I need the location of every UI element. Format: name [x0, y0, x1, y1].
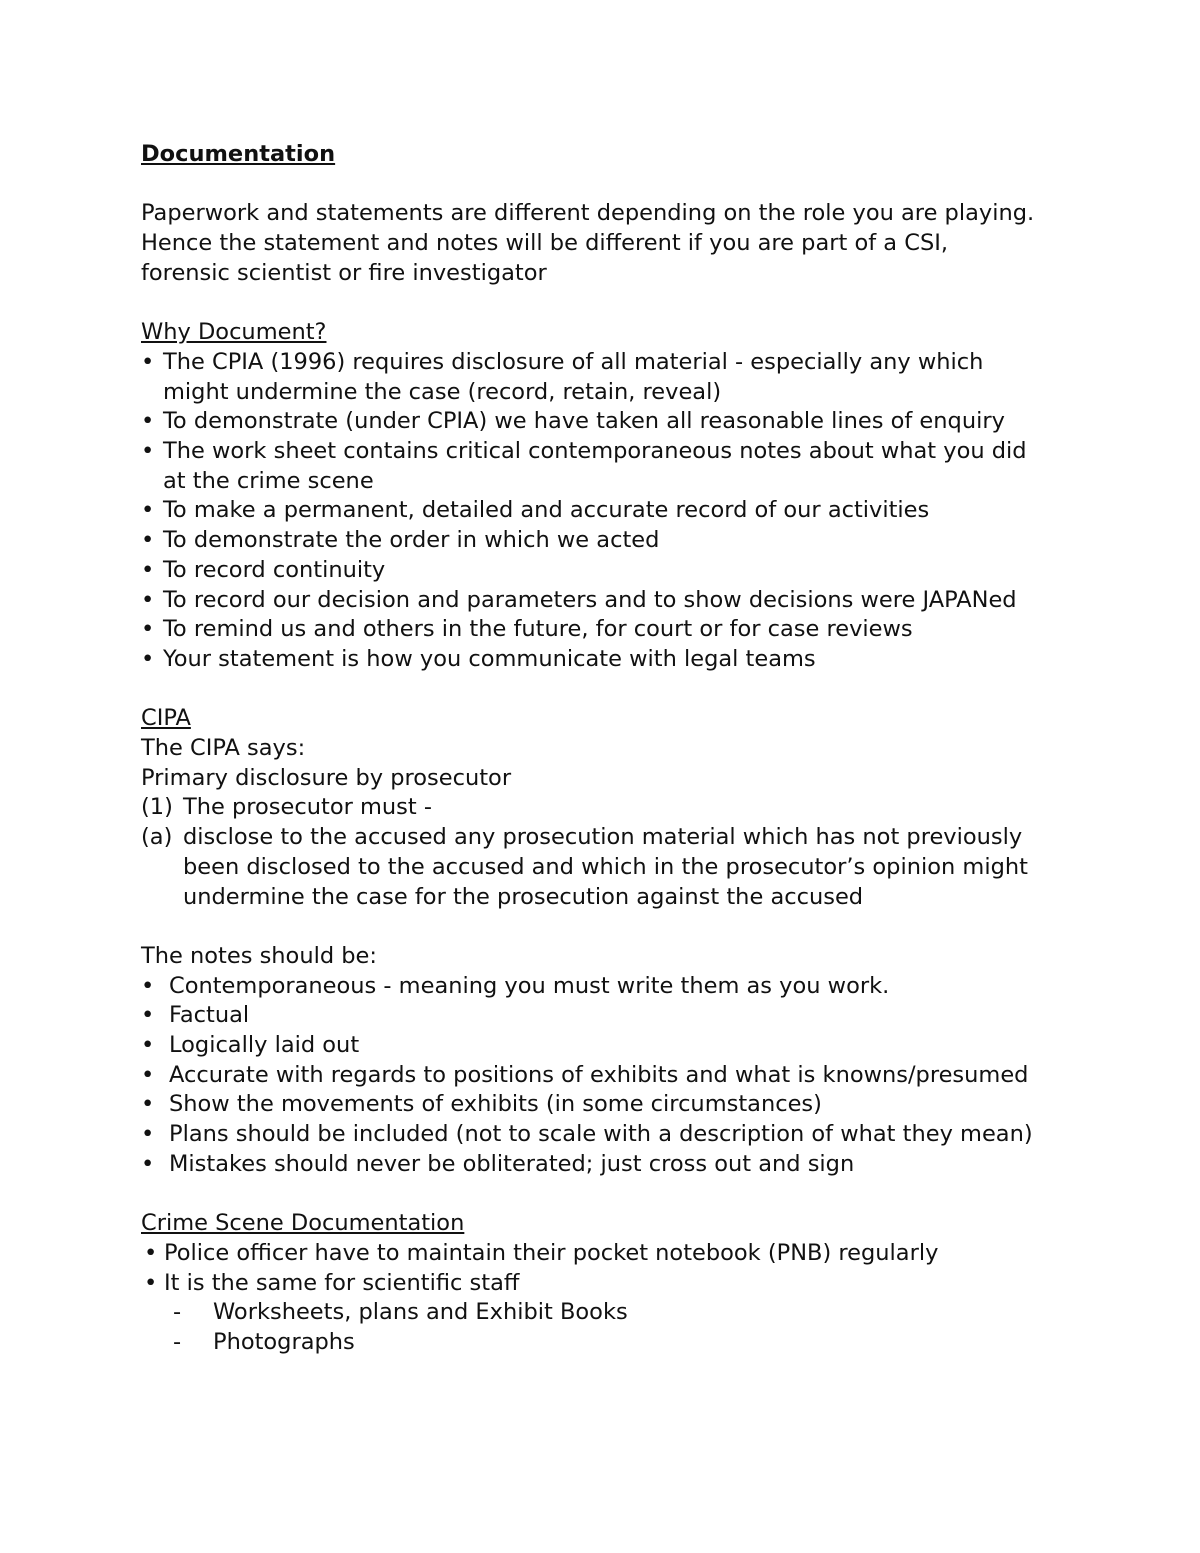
why-item-continuation: might undermine the case (record, retain, reveal) [163, 378, 722, 405]
notes-item-text: Show the movements of exhibits (in some circumstances) [169, 1091, 822, 1118]
bullet-icon: • [141, 616, 155, 643]
why-item [141, 615, 1101, 645]
crime-item [141, 1269, 1101, 1299]
cipa-item-a-continuation: undermine the case for the prosecution against the accused [183, 883, 864, 910]
document-title: Documentation [141, 141, 336, 167]
notes-item-text: Contemporaneous - meaning you must write them as you work. [169, 972, 890, 999]
why-item-text: To make a permanent, detailed and accurate record of our activities [163, 497, 930, 524]
notes-item [141, 1150, 1101, 1180]
why-item [141, 348, 1101, 378]
cipa-item-1 [141, 793, 1101, 823]
cipa-item-a [141, 823, 1101, 853]
why-item-text: To record our decision and parameters and to show decisions were JAPANed [163, 586, 1017, 613]
notes-item-text: Logically laid out [169, 1032, 360, 1059]
crime-heading: Crime Scene Documentation [141, 1210, 465, 1237]
cipa-item-a-continuation: been disclosed to the accused and which in the prosecutor’s opinion might [183, 853, 1028, 880]
bullet-icon: • [141, 1002, 155, 1029]
bullet-icon: • [141, 972, 155, 999]
notes-item-text: Plans should be included (not to scale with a description of what they mean) [169, 1121, 1033, 1148]
why-item-text: To demonstrate the order in which we acted [163, 527, 660, 554]
notes-item-text: Accurate with regards to positions of exhibits and what is knowns/presumed [169, 1061, 1029, 1088]
notes-item-text: Factual [169, 1002, 250, 1029]
why-item-text: To record continuity [163, 556, 386, 583]
cipa-item-1-number: (1) [141, 794, 173, 821]
bullet-icon: • [141, 1150, 155, 1177]
why-item [141, 645, 1101, 675]
bullet-icon: • [141, 527, 155, 554]
bullet-icon: • [144, 1239, 158, 1266]
why-item [141, 437, 1101, 467]
bullet-icon: • [141, 1032, 155, 1059]
cipa-item-a-number: (a) [141, 824, 173, 851]
cipa-says: The CIPA says: [141, 735, 306, 762]
bullet-icon: • [141, 1121, 155, 1148]
notes-item [141, 1031, 1101, 1061]
notes-item [141, 1120, 1101, 1150]
why-item [141, 556, 1101, 586]
why-heading: Why Document? [141, 319, 327, 346]
crime-subitem [141, 1298, 1101, 1328]
notes-item-text: Mistakes should never be obliterated; just cross out and sign [169, 1150, 855, 1177]
cipa-item-a-text: disclose to the accused any prosecution material which has not previously [183, 824, 1023, 851]
bullet-icon: • [141, 645, 155, 672]
why-item-text: To remind us and others in the future, for court or for case reviews [163, 616, 913, 643]
document-page [141, 140, 1101, 1358]
notes-item [141, 1001, 1101, 1031]
why-item [141, 586, 1101, 616]
notes-item [141, 972, 1101, 1002]
cipa-heading: CIPA [141, 705, 191, 732]
dash-icon: - [173, 1329, 182, 1356]
why-item-text: The work sheet contains critical contemporaneous notes about what you did [163, 438, 1027, 464]
cipa-item-1-text: The prosecutor must - [183, 794, 432, 821]
why-item [141, 526, 1101, 556]
bullet-icon: • [141, 408, 155, 435]
bullet-icon: • [141, 438, 155, 464]
why-item-text: To demonstrate (under CPIA) we have taken all reasonable lines of enquiry [163, 408, 1005, 435]
bullet-icon: • [141, 497, 155, 524]
crime-item-text: It is the same for scientific staff [164, 1269, 520, 1296]
bullet-icon: • [144, 1269, 158, 1296]
crime-item-text: Police officer have to maintain their pocket notebook (PNB) regularly [164, 1239, 939, 1266]
intro-line-2: Hence the statement and notes will be different if you are part of a CSI, [141, 230, 949, 257]
notes-item [141, 1090, 1101, 1120]
intro-line-3: forensic scientist or fire investigator [141, 259, 547, 286]
bullet-icon: • [141, 1061, 155, 1088]
bullet-icon: • [141, 586, 155, 613]
why-item-text: The CPIA (1996) requires disclosure of all material - especially any which [163, 348, 984, 375]
cipa-primary: Primary disclosure by prosecutor [141, 764, 512, 791]
bullet-icon: • [141, 1091, 155, 1118]
crime-subitem-text: Photographs [213, 1329, 355, 1356]
dash-icon: - [173, 1299, 182, 1326]
why-item [141, 496, 1101, 526]
why-item-text: Your statement is how you communicate with legal teams [163, 645, 816, 672]
notes-item [141, 1061, 1101, 1091]
why-item [141, 407, 1101, 437]
crime-subitem-text: Worksheets, plans and Exhibit Books [213, 1299, 628, 1326]
crime-subitem [141, 1328, 1101, 1358]
intro-line-1: Paperwork and statements are different depending on the role you are playing. [141, 200, 1035, 227]
crime-item [141, 1239, 1101, 1269]
why-item-continuation: at the crime scene [163, 467, 374, 494]
bullet-icon: • [141, 556, 155, 583]
notes-heading: The notes should be: [141, 942, 377, 969]
bullet-icon: • [141, 348, 155, 375]
